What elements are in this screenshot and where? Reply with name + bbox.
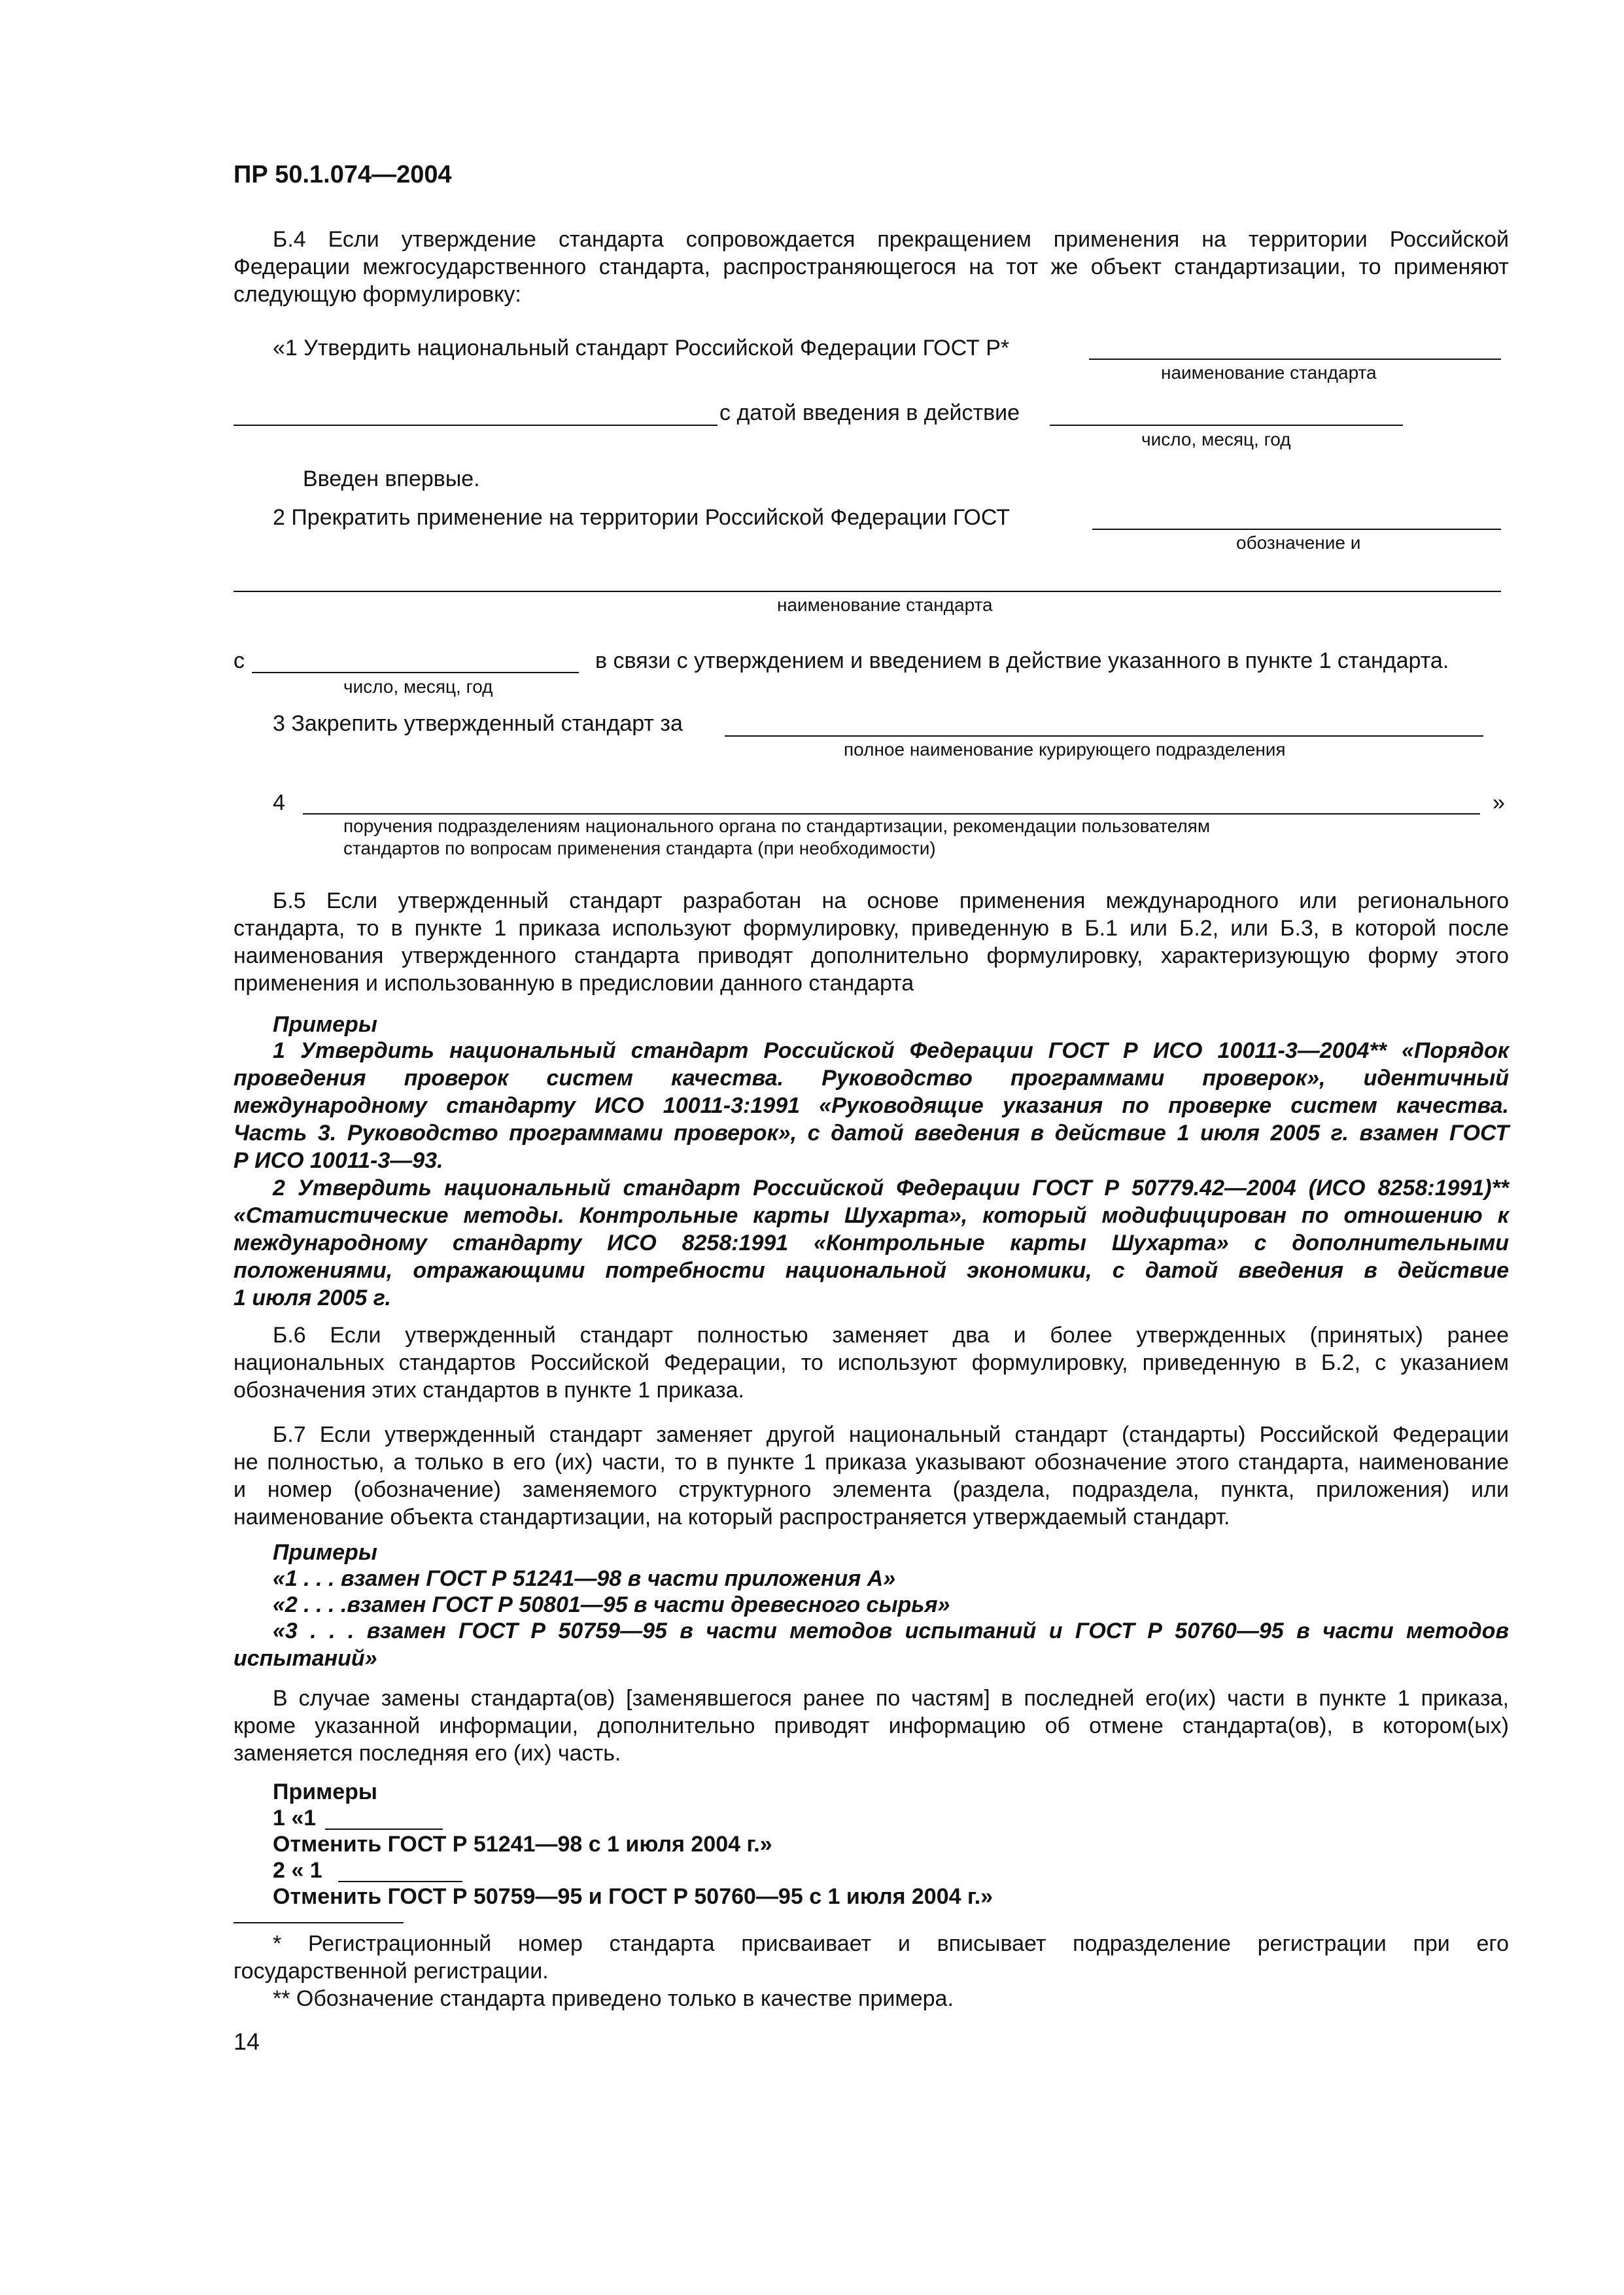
text-line: следующую формулировку: bbox=[233, 282, 521, 307]
text-line: Б.7 Если утвержденный стандарт заменяет другой национальный стандарт (стандарты) Российской Федерации bbox=[273, 1422, 1509, 1447]
example-line: Отменить ГОСТ Р 51241—98 с 1 июля 2004 г.» bbox=[273, 1832, 772, 1857]
text-line: Б.5 Если утвержденный стандарт разработан на основе применения международного или регионального bbox=[273, 888, 1509, 913]
field-caption: стандартов по вопросам применения стандарта (при необходимости) bbox=[343, 838, 936, 858]
text-line: Федерации межгосударственного стандарта, распространяющегося на тот же объект стандартизации, то применяют bbox=[233, 254, 1509, 279]
blank-line bbox=[233, 425, 717, 426]
blank-line bbox=[1089, 359, 1501, 360]
form-since: с bbox=[233, 648, 245, 673]
text-line: государственной регистрации. bbox=[233, 1959, 549, 1984]
footnote-separator bbox=[233, 1922, 404, 1923]
examples-heading: Примеры bbox=[273, 1540, 377, 1565]
text-line: положениями, отражающими потребности национальной экономики, с датой введения в действие bbox=[233, 1258, 1509, 1283]
text-line: Б.6 Если утвержденный стандарт полностью заменяет два и более утвержденных (принятых) ранее bbox=[273, 1323, 1509, 1348]
text-line: 2 Утвердить национальный стандарт Российской Федерации ГОСТ Р 50779.42—2004 (ИСО 8258:1991)** bbox=[273, 1176, 1509, 1200]
example-line: «1 . . . взамен ГОСТ Р 51241—98 в части приложения А» bbox=[273, 1566, 896, 1591]
text-line: обозначения этих стандартов в пункте 1 приказа. bbox=[233, 1378, 744, 1403]
text-line: «Статистические методы. Контрольные карты Шухарта», который модифицирован по отношению к bbox=[233, 1203, 1509, 1228]
text-line: международному стандарту ИСО 10011-3:1991 «Руководящие указания по проверке систем качества. bbox=[233, 1093, 1509, 1118]
paragraph-b7 bbox=[233, 1421, 1509, 1531]
field-caption: число, месяц, год bbox=[1141, 429, 1291, 449]
blank-line bbox=[338, 1881, 462, 1882]
form-first-intro: Введен впервые. bbox=[303, 466, 480, 491]
form-item-1: «1 Утвердить национальный стандарт Российской Федерации ГОСТ Р* bbox=[273, 336, 1010, 360]
examples-heading: Примеры bbox=[273, 1012, 377, 1037]
footnote-2: ** Обозначение стандарта приведено только в качестве примера. bbox=[273, 1986, 954, 2011]
text-line: наименование объекта стандартизации, на который распространяется утверждаемый стандарт. bbox=[233, 1505, 1230, 1530]
paragraph-b4 bbox=[233, 226, 1509, 308]
text-line: Б.4 Если утверждение стандарта сопровождается прекращением применения на территории Российской bbox=[273, 227, 1509, 252]
field-caption: наименование стандарта bbox=[777, 595, 993, 615]
text-line: наименования утвержденного стандарта приводят дополнительно формулировку, характеризующую форму этого bbox=[233, 943, 1509, 968]
text-line: применения и использованную в предисловии данного стандарта bbox=[233, 971, 914, 996]
footnote-1 bbox=[233, 1930, 1509, 1985]
blank-line bbox=[325, 1829, 443, 1830]
form-date-intro: с датой введения в действие bbox=[719, 400, 1020, 425]
blank-line bbox=[303, 813, 1480, 815]
text-line: 1 Утвердить национальный стандарт Российской Федерации ГОСТ Р ИСО 10011-3—2004** «Порядок bbox=[273, 1038, 1509, 1063]
example-1 bbox=[233, 1037, 1509, 1174]
blank-line bbox=[1050, 425, 1403, 426]
text-line: испытаний» bbox=[233, 1646, 377, 1671]
field-caption: полное наименование курирующего подразделения bbox=[844, 739, 1286, 760]
form-since-tail: в связи с утверждением и введением в действие указанного в пункте 1 стандарта. bbox=[595, 648, 1449, 673]
paragraph-b6 bbox=[233, 1322, 1509, 1404]
form-item-3: 3 Закрепить утвержденный стандарт за bbox=[273, 711, 683, 736]
example-2 bbox=[233, 1174, 1509, 1312]
text-line: Р ИСО 10011-3—93. bbox=[233, 1148, 443, 1173]
text-line: стандарта, то в пункте 1 приказа используют формулировку, приведенную в Б.1 или Б.2, или Б.3, в которой после bbox=[233, 916, 1509, 941]
field-caption: число, месяц, год bbox=[343, 676, 493, 697]
example-label: 2 « 1 bbox=[273, 1858, 322, 1883]
field-caption: обозначение и bbox=[1236, 533, 1361, 553]
text-line: не полностью, а только в его (их) части, то в пункте 1 приказа указывают обозначение этого стандарта, наименование bbox=[233, 1450, 1509, 1475]
text-line: проведения проверок систем качества. Руководство программами проверок», идентичный bbox=[233, 1066, 1509, 1091]
example-line: Отменить ГОСТ Р 50759—95 и ГОСТ Р 50760—95 с 1 июля 2004 г.» bbox=[273, 1884, 993, 1909]
text-line: заменяется последняя его (их) часть. bbox=[233, 1741, 621, 1766]
text-line: и номер (обозначение) заменяемого структурного элемента (раздела, подраздела, пункта, приложения) или bbox=[233, 1477, 1509, 1502]
text-line: национальных стандартов Российской Федерации, то используют формулировку, приведенную в Б.2, с указанием bbox=[233, 1350, 1509, 1375]
text-line: * Регистрационный номер стандарта присваивает и вписывает подразделение регистрации при его bbox=[273, 1931, 1509, 1956]
examples-heading: Примеры bbox=[273, 1779, 377, 1804]
blank-line bbox=[725, 735, 1483, 737]
blank-line bbox=[252, 672, 579, 673]
example-line: «2 . . . .взамен ГОСТ Р 50801—95 в части древесного сырья» bbox=[273, 1592, 950, 1617]
form-item-4-number: 4 bbox=[273, 790, 285, 815]
form-item-2: 2 Прекратить применение на территории Российской Федерации ГОСТ bbox=[273, 505, 1011, 530]
page-number: 14 bbox=[233, 2028, 260, 2055]
text-line: В случае замены стандарта(ов) [заменявшегося ранее по частям] в последней его(их) части в пункте 1 приказа, bbox=[273, 1686, 1509, 1711]
field-caption: поручения подразделениям национального органа по стандартизации, рекомендации пользователям bbox=[343, 816, 1211, 836]
example-label: 1 «1 bbox=[273, 1806, 317, 1831]
field-caption: наименование стандарта bbox=[1161, 362, 1377, 383]
text-line: Часть 3. Руководство программами проверок», с датой введения в действие 1 июля 2005 г. взамен ГОСТ bbox=[233, 1121, 1509, 1146]
document-header: ПР 50.1.074—2004 bbox=[233, 161, 452, 188]
text-line: «3 . . . взамен ГОСТ Р 50759—95 в части методов испытаний и ГОСТ Р 50760—95 в части методов bbox=[273, 1619, 1509, 1643]
paragraph-replacement bbox=[233, 1685, 1509, 1767]
blank-line bbox=[1092, 529, 1501, 530]
text-line: международному стандарту ИСО 8258:1991 «Контрольные карты Шухарта» с дополнительными bbox=[233, 1231, 1509, 1255]
text-line: кроме указанной информации, дополнительно приводят информацию об отмене стандарта(ов), в котором(ых) bbox=[233, 1713, 1509, 1738]
form-item-4-close: » bbox=[1493, 790, 1505, 815]
text-line: 1 июля 2005 г. bbox=[233, 1286, 391, 1310]
example-3 bbox=[233, 1617, 1509, 1672]
blank-line bbox=[233, 591, 1501, 592]
paragraph-b5 bbox=[233, 887, 1509, 997]
